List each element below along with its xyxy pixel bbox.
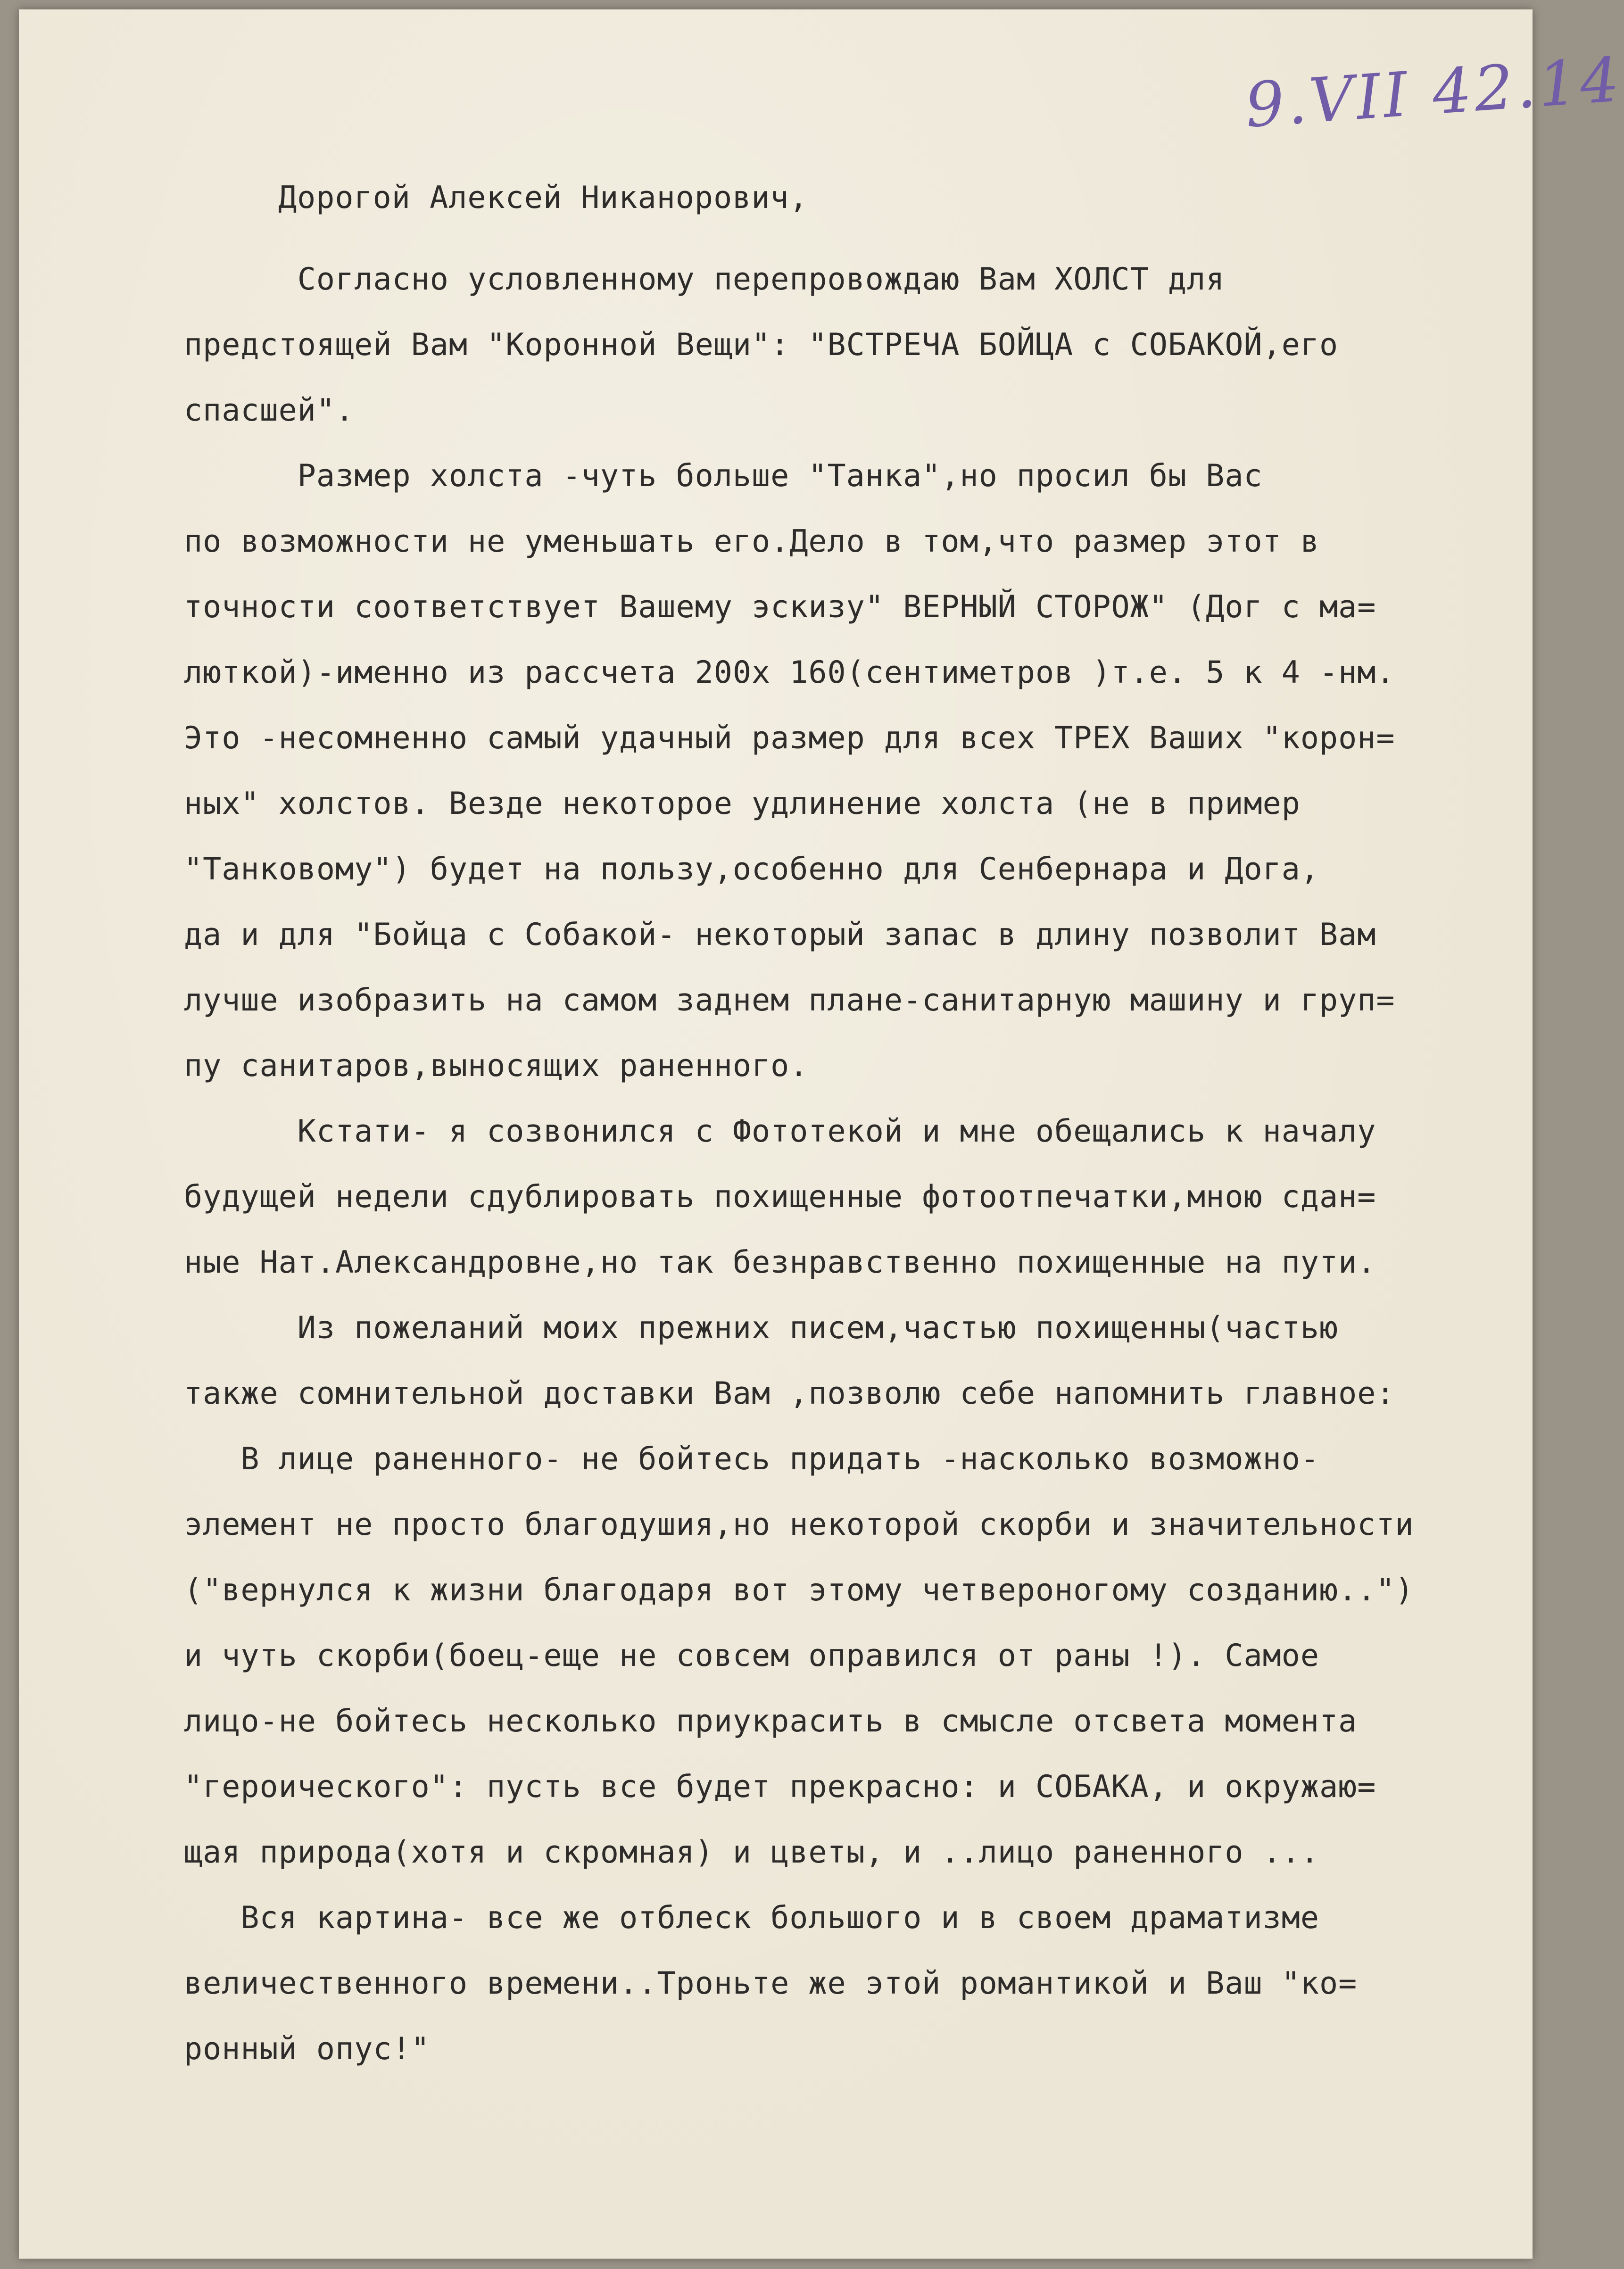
text-line: Кстати- я созвонился с Фототекой и мне обещались к началу	[184, 1114, 1376, 1149]
text-line: Размер холста -чуть больше "Танка",но просил бы Вас	[184, 458, 1263, 494]
text-line: элемент не просто благодушия,но некоторой скорби и значительности	[184, 1507, 1414, 1542]
text-line: ронный опус!"	[184, 2031, 430, 2067]
text-line: лицо-не бойтесь несколько приукрасить в смысле отсвета момента	[184, 1704, 1358, 1739]
text-line: пу санитаров,выносящих раненного.	[184, 1048, 809, 1084]
text-line: щая природа(хотя и скромная) и цветы, и ..лицо раненного ...	[184, 1835, 1319, 1870]
text-line: Из пожеланий моих прежних писем,частью похищенны(частью	[184, 1310, 1339, 1346]
handwritten-date-annotation: 9.VII 42.14	[1243, 43, 1624, 141]
text-line: люткой)-именно из рассчета 200х 160(сентиметров )т.е. 5 к 4 -нм.	[184, 655, 1395, 690]
text-line: Вся картина- все же отблеск большого и в своем драматизме	[184, 1900, 1319, 1936]
text-line: ные Нат.Александровне,но так безнравственно похищенные на пути.	[184, 1245, 1376, 1280]
text-line: "героического": пусть все будет прекрасно: и СОБАКА, и окружаю=	[184, 1769, 1376, 1805]
text-line: ных" холстов. Везде некоторое удлинение холста (не в пример	[184, 786, 1301, 821]
text-line: предстоящей Вам "Коронной Вещи": "ВСТРЕЧА БОЙЦА с СОБАКОЙ,его	[184, 327, 1339, 363]
text-line: спасшей".	[184, 393, 355, 428]
text-line: также сомнительной доставки Вам ,позволю себе напомнить главное:	[184, 1376, 1395, 1411]
text-line: величественного времени..Троньте же этой романтикой и Ваш "ко=	[184, 1966, 1358, 2001]
letter-body	[184, 165, 1551, 2082]
text-line: "Танковому") будет на пользу,особенно для Сенбернара и Дога,	[184, 852, 1319, 887]
salutation: Дорогой Алексей Никанорович,	[278, 180, 808, 215]
text-line: точности соответствует Вашему эскизу" ВЕРНЫЙ СТОРОЖ" (Дог с ма=	[184, 589, 1376, 625]
text-line: будущей недели сдублировать похищенные фотоотпечатки,мною сдан=	[184, 1179, 1376, 1215]
text-line: да и для "Бойца с Собакой- некоторый запас в длину позволит Вам	[184, 917, 1376, 952]
text-line: ("вернулся к жизни благодаря вот этому четвероногому созданию..")	[184, 1573, 1414, 1608]
text-line: лучше изобразить на самом заднем плане-санитарную машину и груп=	[184, 983, 1395, 1018]
text-line: и чуть скорби(боец-еще не совсем оправился от раны !). Самое	[184, 1638, 1319, 1673]
text-line: Это -несомненно самый удачный размер для всех ТРЕХ Ваших "корон=	[184, 720, 1395, 756]
text-line: В лице раненного- не бойтесь придать -насколько возможно-	[184, 1441, 1319, 1477]
text-line: Согласно условленному перепровождаю Вам ХОЛСТ для	[184, 262, 1225, 297]
letter-page	[19, 9, 1624, 2259]
text-line: по возможности не уменьшать его.Дело в том,что размер этот в	[184, 524, 1319, 559]
